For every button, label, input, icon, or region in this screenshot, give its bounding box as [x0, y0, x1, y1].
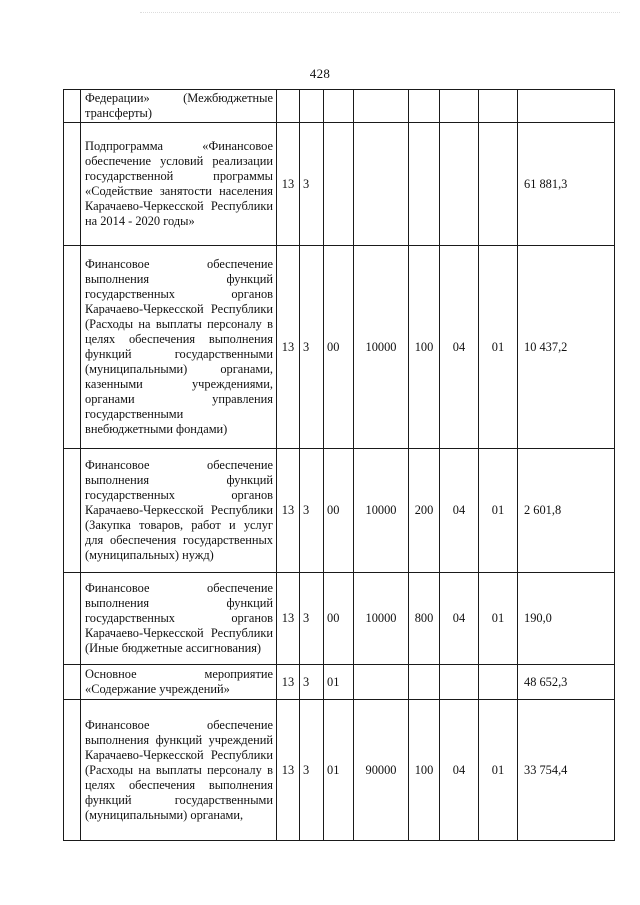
code-cell-f: 04 [440, 573, 479, 665]
code-cell-f [440, 90, 479, 123]
code-cell-g [479, 665, 518, 700]
code-cell-c: 00 [324, 246, 354, 449]
description-text: Финансовое обеспечение выполнения функций государственных органов Карачаево-Черкесской Республики (Иные бюджетные ассигнования) [85, 581, 273, 655]
code-cell-e: 200 [409, 449, 440, 573]
description-text: Финансовое обеспечение выполнения функций государственных органов Карачаево-Черкесской Республики (Закупка товаров, работ и услуг для обеспечения государственных (муниципальных) нужд) [85, 458, 273, 562]
code-cell-g: 01 [479, 573, 518, 665]
code-cell-a [277, 90, 300, 123]
amount-cell [518, 90, 615, 123]
code-cell-d: 10000 [354, 573, 409, 665]
code-cell-a: 13 [277, 123, 300, 246]
description-cell [81, 665, 277, 700]
code-cell-f [440, 665, 479, 700]
row-number-cell [64, 246, 81, 449]
code-cell-c [324, 90, 354, 123]
amount-cell: 61 881,3 [518, 123, 615, 246]
amount-cell: 10 437,2 [518, 246, 615, 449]
code-cell-d: 10000 [354, 449, 409, 573]
table-row [64, 700, 615, 841]
table-row [64, 246, 615, 449]
code-cell-b: 3 [300, 246, 324, 449]
description-cell [81, 90, 277, 123]
code-cell-a: 13 [277, 700, 300, 841]
code-cell-b: 3 [300, 573, 324, 665]
code-cell-c: 01 [324, 665, 354, 700]
code-cell-d: 90000 [354, 700, 409, 841]
table-row [64, 573, 615, 665]
description-cell [81, 246, 277, 449]
code-cell-g [479, 90, 518, 123]
amount-cell: 2 601,8 [518, 449, 615, 573]
code-cell-f: 04 [440, 449, 479, 573]
code-cell-b: 3 [300, 700, 324, 841]
code-cell-d [354, 665, 409, 700]
code-cell-e [409, 123, 440, 246]
code-cell-g: 01 [479, 449, 518, 573]
amount-cell: 33 754,4 [518, 700, 615, 841]
description-text: Федерации» (Межбюджетные трансферты) [85, 91, 273, 120]
code-cell-e: 100 [409, 700, 440, 841]
code-cell-g: 01 [479, 246, 518, 449]
code-cell-b [300, 90, 324, 123]
description-text: Финансовое обеспечение выполнения функций учреждений Карачаево-Черкесской Республики (Расходы на выплаты персоналу в целях обеспечения выполнения функций государственными (муниципальными) органами, [85, 717, 273, 822]
code-cell-c: 00 [324, 449, 354, 573]
code-cell-a: 13 [277, 665, 300, 700]
scan-artifact-line [140, 12, 620, 15]
code-cell-b: 3 [300, 123, 324, 246]
row-number-cell [64, 449, 81, 573]
description-text: Подпрограмма «Финансовое обеспечение условий реализации государственной программы «Содействие занятости населения Карачаево-Черкесской Республики на 2014 - 2020 годы» [85, 139, 273, 228]
amount-cell: 48 652,3 [518, 665, 615, 700]
code-cell-f [440, 123, 479, 246]
amount-cell: 190,0 [518, 573, 615, 665]
table-row [64, 90, 615, 123]
code-cell-d [354, 123, 409, 246]
table-row [64, 123, 615, 246]
code-cell-c [324, 123, 354, 246]
code-cell-e: 100 [409, 246, 440, 449]
code-cell-e [409, 665, 440, 700]
code-cell-c: 00 [324, 573, 354, 665]
code-cell-b: 3 [300, 449, 324, 573]
code-cell-d: 10000 [354, 246, 409, 449]
code-cell-d [354, 90, 409, 123]
row-number-cell [64, 573, 81, 665]
row-number-cell [64, 700, 81, 841]
description-cell [81, 449, 277, 573]
code-cell-b: 3 [300, 665, 324, 700]
table-row [64, 449, 615, 573]
budget-table [63, 89, 615, 841]
code-cell-c: 01 [324, 700, 354, 841]
code-cell-a: 13 [277, 449, 300, 573]
description-cell [81, 123, 277, 246]
page-number: 428 [309, 66, 331, 81]
code-cell-e [409, 90, 440, 123]
description-text: Финансовое обеспечение выполнения функций государственных органов Карачаево-Черкесской Республики (Расходы на выплаты персоналу в целях обеспечения выполнения функций государственными (муниципальными) органами, казенными учреждениями, органами управления государственными внебюджетными фондами) [85, 257, 273, 436]
row-number-cell [64, 90, 81, 123]
row-number-cell [64, 665, 81, 700]
code-cell-g: 01 [479, 700, 518, 841]
description-text: Основное мероприятие «Содержание учреждений» [85, 667, 273, 696]
code-cell-g [479, 123, 518, 246]
code-cell-f: 04 [440, 246, 479, 449]
code-cell-a: 13 [277, 573, 300, 665]
code-cell-e: 800 [409, 573, 440, 665]
code-cell-f: 04 [440, 700, 479, 841]
description-cell [81, 700, 277, 841]
code-cell-a: 13 [277, 246, 300, 449]
table-row [64, 665, 615, 700]
row-number-cell [64, 123, 81, 246]
description-cell [81, 573, 277, 665]
